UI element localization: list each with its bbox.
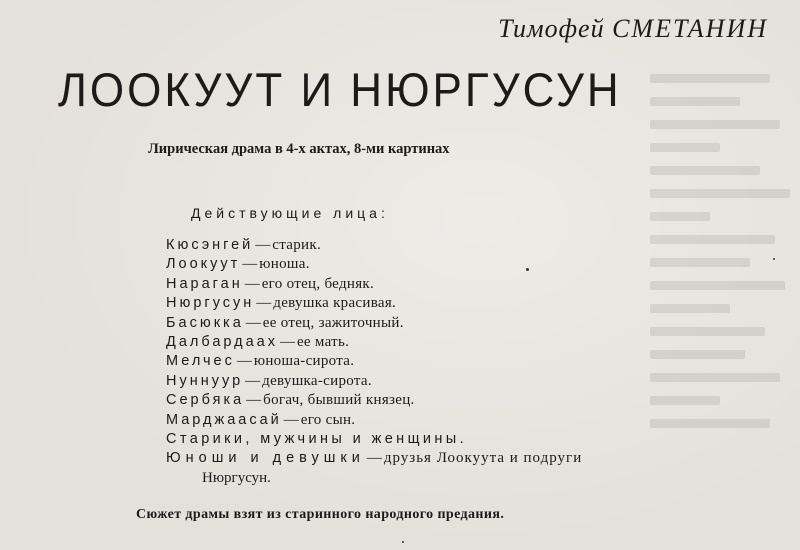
cast-dash: — (283, 411, 299, 428)
cast-group-elders: Старики, мужчины и женщины. (166, 430, 468, 447)
cast-role: старик. (272, 237, 321, 253)
cast-item (166, 255, 582, 274)
cast-heading: Действующие лица: (191, 205, 389, 221)
author-first-name: Тимофей (498, 14, 605, 43)
cast-name: Нуннуур (166, 372, 244, 389)
cast-item (166, 275, 582, 294)
cast-name: Лоокуут (166, 256, 241, 273)
cast-item (166, 294, 582, 313)
cast-item (166, 372, 582, 391)
cast-dash: — (256, 295, 272, 312)
cast-dash: — (244, 275, 260, 292)
bleed-through-text (650, 60, 800, 480)
cast-role: девушка красивая. (273, 295, 397, 312)
cast-role: его отец, бедняк. (261, 275, 375, 292)
cast-item (166, 333, 582, 352)
play-title: ЛООКУУТ И НЮРГУСУН (58, 64, 622, 117)
youth-role-continuation: Нюргусун. (202, 469, 271, 486)
cast-role: юноша. (259, 256, 310, 273)
cast-list (166, 236, 582, 488)
cast-item (166, 411, 582, 430)
cast-role: ее мать. (296, 333, 350, 350)
cast-role: богач, бывший князец. (263, 392, 415, 409)
cast-dash: — (255, 237, 271, 253)
cast-name: Далбардаах (166, 333, 278, 350)
cast-item (166, 236, 582, 255)
cast-name: Нараган (166, 275, 243, 292)
cast-name: Марджаасай (166, 411, 282, 428)
cast-name: Басюкка (166, 314, 244, 331)
cast-dash: — (236, 353, 252, 370)
cast-dash: — (245, 372, 261, 389)
author-name (498, 14, 768, 44)
cast-name: Нюргусун (166, 295, 255, 312)
cast-item (166, 391, 582, 410)
cast-role: ее отец, зажиточный. (262, 314, 404, 331)
cast-dash: — (245, 314, 261, 331)
cast-dash: — (366, 450, 382, 467)
cast-role: юноша-сирота. (253, 353, 355, 370)
cast-dash: — (279, 333, 295, 350)
cast-item (166, 352, 582, 371)
youth-name: Юноши и девушки (166, 450, 365, 467)
cast-role: девушка-сирота. (262, 372, 372, 389)
youth-role: друзья Лоокуута и подруги (383, 450, 583, 467)
cast-group-youth (166, 449, 582, 468)
author-last-name: СМЕТАНИН (612, 14, 768, 43)
cast-dash: — (246, 392, 262, 409)
cast-name: Мелчес (166, 353, 235, 370)
cast-item (166, 314, 582, 333)
cast-name: Сербяка (166, 392, 245, 409)
cast-name: Кюсэнгей (166, 237, 254, 253)
cast-dash: — (242, 256, 258, 273)
plot-source-note: Сюжет драмы взят из старинного народного предания. (136, 507, 505, 522)
play-subtitle: Лирическая драма в 4-х актах, 8-ми картинах (148, 141, 450, 157)
cast-role: его сын. (300, 411, 356, 428)
